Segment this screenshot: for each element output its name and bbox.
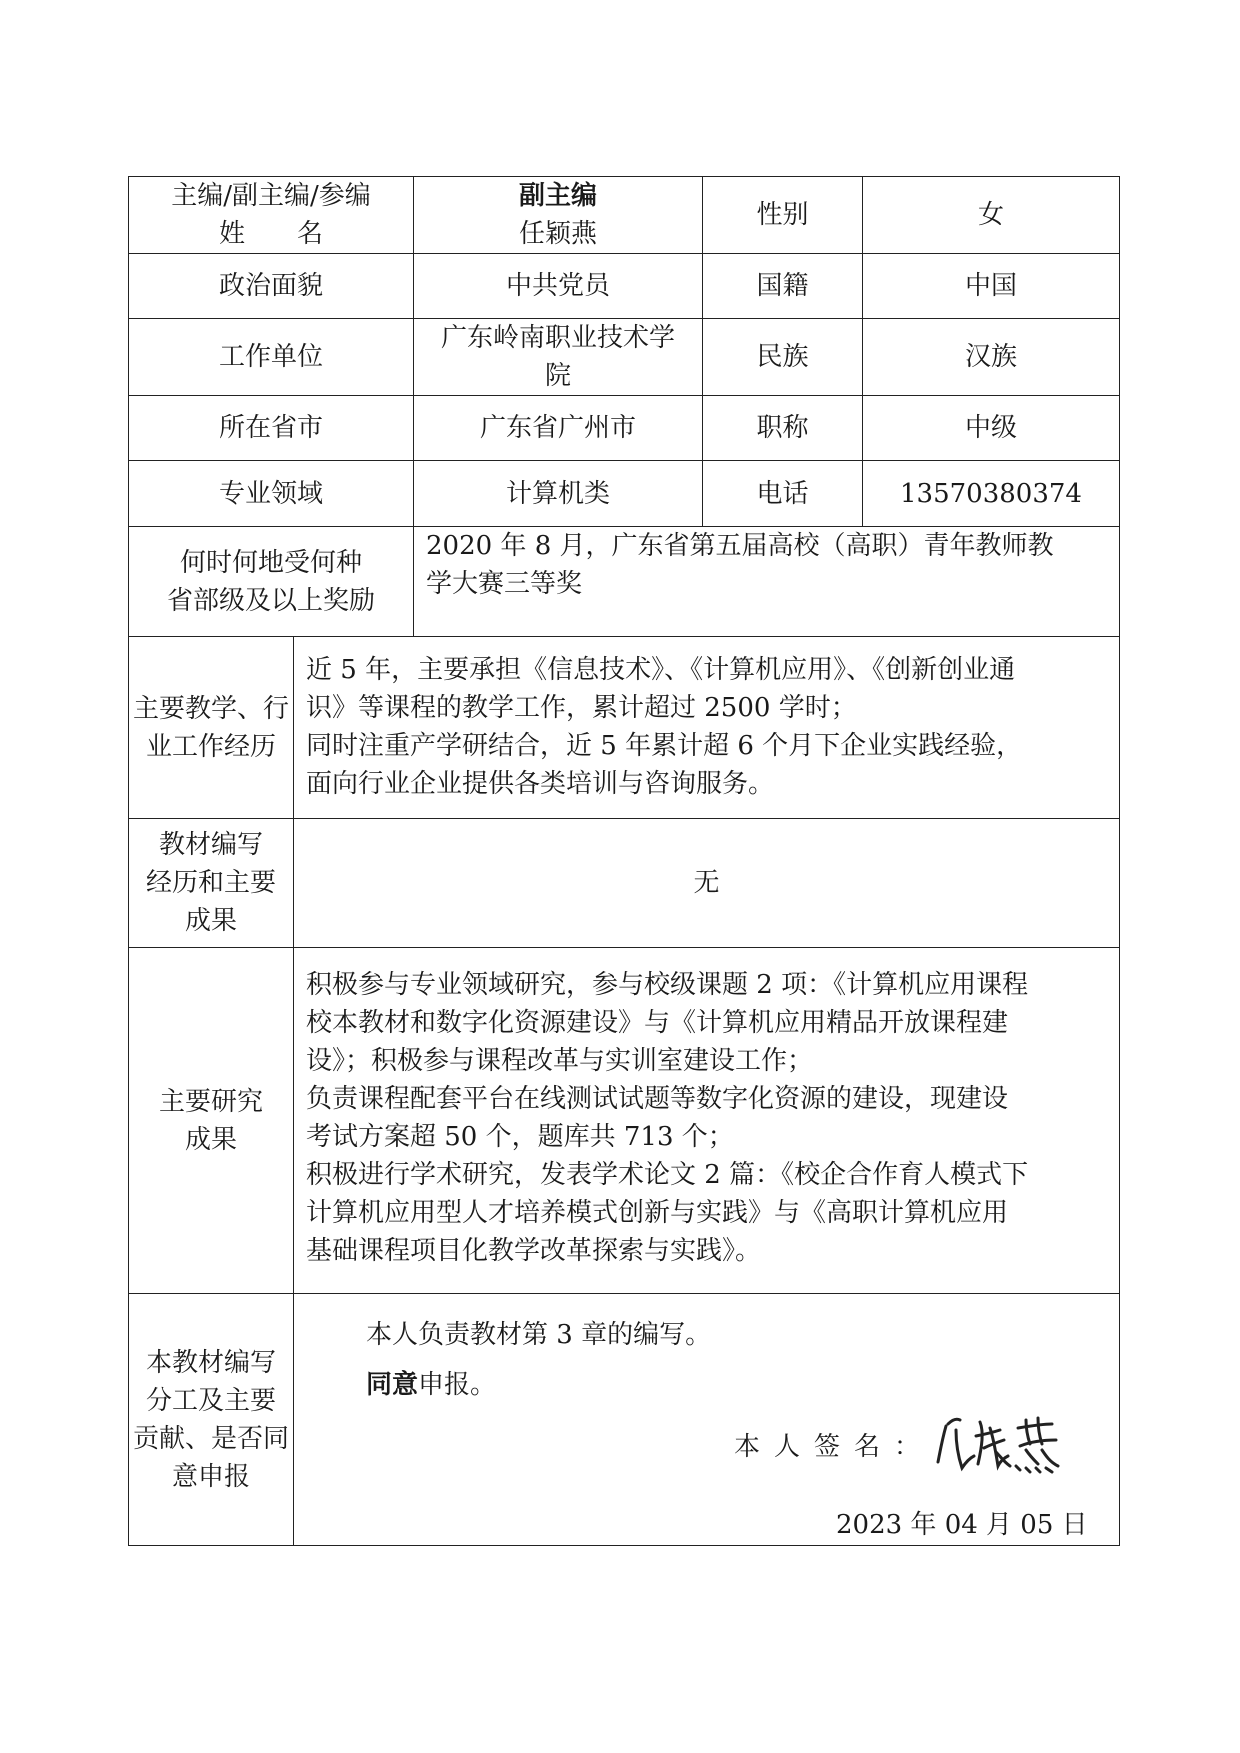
- value-textbook-experience: 无: [293, 818, 1120, 948]
- work-unit-line2: 院: [544, 361, 571, 391]
- research-label-line2: 成果: [184, 1124, 237, 1155]
- application-form-table: [128, 176, 1120, 1546]
- value-contribution: [293, 1293, 1120, 1546]
- handwritten-signature: [934, 1406, 1064, 1476]
- label-teaching-experience: [128, 636, 294, 819]
- contribution-label-line3: 贡献、是否同: [132, 1423, 289, 1454]
- label-awards: [128, 526, 414, 637]
- value-phone: 13570380374: [862, 460, 1120, 527]
- label-textbook-experience: [128, 818, 294, 948]
- value-teaching-experience: [293, 636, 1120, 819]
- teaching-line: 近 5 年，主要承担《信息技术》、《计算机应用》、《创新创业通: [306, 655, 1016, 685]
- agree-rest: 申报。: [418, 1370, 497, 1400]
- research-line: 计算机应用型人才培养模式创新与实践》与《高职计算机应用: [306, 1198, 1009, 1228]
- label-work-unit: 工作单位: [128, 318, 414, 396]
- label-province-city: 所在省市: [128, 395, 414, 461]
- teaching-label-line2: 业工作经历: [145, 731, 276, 762]
- label-role-text: 主编/副主编/参编: [171, 181, 371, 211]
- value-gender: 女: [862, 176, 1120, 254]
- teaching-line: 同时注重产学研结合，近 5 年累计超 6 个月下企业实践经验，: [306, 731, 1023, 761]
- research-line: 基础课程项目化教学改革探索与实践》。: [306, 1236, 762, 1266]
- teaching-line: 识》等课程的教学工作，累计超过 2500 学时；: [306, 693, 857, 723]
- agree-bold: 同意: [366, 1370, 419, 1400]
- name-value: 任颖燕: [518, 219, 597, 249]
- label-name-role: [128, 176, 414, 254]
- label-gender: 性别: [702, 176, 863, 254]
- value-province-city: 广东省广州市: [413, 395, 703, 461]
- label-contribution: [128, 1293, 294, 1546]
- value-role-name: [413, 176, 703, 254]
- label-ethnicity: 民族: [702, 318, 863, 396]
- value-ethnicity: 汉族: [862, 318, 1120, 396]
- label-name-text: 姓 名: [218, 219, 323, 249]
- teaching-line: 面向行业企业提供各类培训与咨询服务。: [306, 769, 775, 799]
- contribution-label-line4: 意申报: [171, 1461, 250, 1492]
- contribution-label-line1: 本教材编写: [145, 1347, 276, 1378]
- agree-text: [366, 1366, 496, 1404]
- awards-label-line1: 何时何地受何种: [179, 547, 362, 578]
- value-field: 计算机类: [413, 460, 703, 527]
- value-title: 中级: [862, 395, 1120, 461]
- research-line: 考试方案超 50 个，题库共 713 个；: [306, 1122, 734, 1152]
- value-research: [293, 947, 1120, 1294]
- value-work-unit: [413, 318, 703, 396]
- awards-line2: 学大赛三等奖: [426, 569, 583, 599]
- textbook-label-line3: 成果: [184, 906, 237, 936]
- work-unit-line1: 广东岭南职业技术学: [440, 323, 675, 353]
- duty-text: 本人负责教材第 3 章的编写。: [366, 1320, 712, 1350]
- contribution-label-line2: 分工及主要: [145, 1385, 276, 1416]
- label-research: [128, 947, 294, 1294]
- value-nationality: 中国: [862, 253, 1120, 319]
- research-line: 积极进行学术研究，发表学术论文 2 篇：《校企合作育人模式下: [306, 1160, 1029, 1190]
- role-value: 副主编: [518, 181, 597, 211]
- value-political-status: 中共党员: [413, 253, 703, 319]
- date-text: 2023 年 04 月 05 日: [836, 1510, 1088, 1540]
- research-line: 设》；积极参与课程改革与实训室建设工作；: [306, 1046, 814, 1076]
- textbook-label-line1: 教材编写: [158, 830, 263, 860]
- research-line: 积极参与专业领域研究，参与校级课题 2 项：《计算机应用课程: [306, 970, 1029, 1000]
- textbook-label-line2: 经历和主要: [145, 868, 276, 898]
- signature-label: 本人签名：: [734, 1432, 935, 1462]
- awards-label-line2: 省部级及以上奖励: [166, 585, 375, 616]
- awards-line1: 2020 年 8 月，广东省第五届高校（高职）青年教师教: [426, 531, 1054, 561]
- value-awards: [413, 526, 1120, 637]
- label-nationality: 国籍: [702, 253, 863, 319]
- teaching-label-line1: 主要教学、行: [132, 693, 289, 724]
- label-field: 专业领域: [128, 460, 414, 527]
- label-title: 职称: [702, 395, 863, 461]
- research-label-line1: 主要研究: [158, 1086, 263, 1117]
- label-phone: 电话: [702, 460, 863, 527]
- research-line: 校本教材和数字化资源建设》与《计算机应用精品开放课程建: [306, 1008, 1009, 1038]
- label-political-status: 政治面貌: [128, 253, 414, 319]
- research-line: 负责课程配套平台在线测试试题等数字化资源的建设，现建设: [306, 1084, 1009, 1114]
